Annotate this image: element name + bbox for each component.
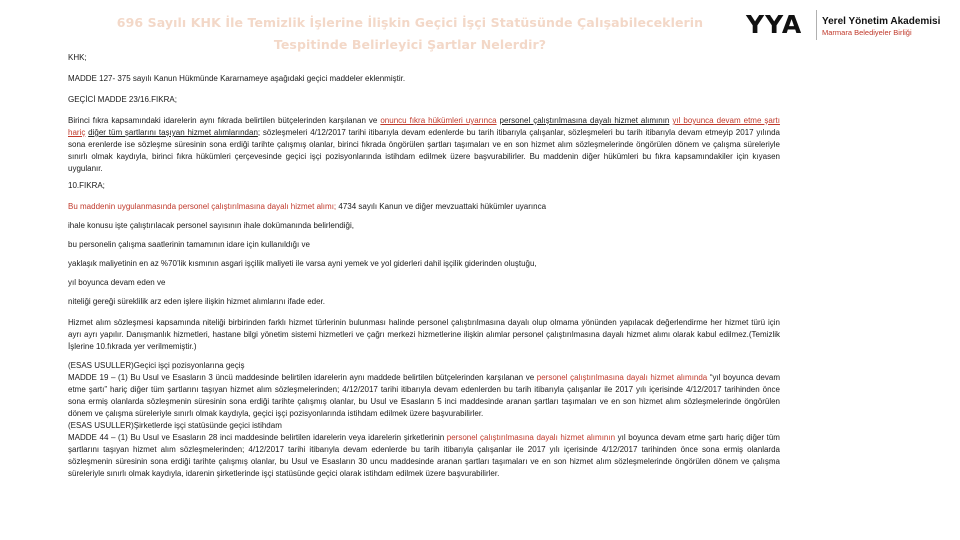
text-run: 4734 sayılı Kanun ve diğer mevzuattaki hükümler uyarınca xyxy=(336,202,547,211)
highlight-yil-boyunca: yıl boyunca devam etme şartı hariç xyxy=(68,116,780,137)
madde-127: MADDE 127- 375 sayılı Kanun Hükmünde Kararnameye aşağıdaki geçici maddeler eklenmiştir. xyxy=(68,74,406,83)
text-run: MADDE 19 – (1) Bu Usul ve Esasların 3 üncü maddesinde belirtilen idarelerin aynı maddede belirtilen bütçelerinden karşılanan ve xyxy=(68,373,537,382)
text-run: “yıl boyunca devam etme şartı” hariç diğer tüm şartlarını taşıyan hizmet alım sözleşmelerinden; 4/12/2017 tarihi itibarıyla devam edenlerden bu tarih itibarıyla çalışanlar ile 2017 yılı içerisinde 4/12/2017 tarihinden önce sona ermiş olanlarda sözleşmenin süresinin sona erdiği tarihte çalışmış olanlar, bu Usul ve Esasların 5 inci maddesinde aranan şartları taşımaları ve en son hizmet alım sözleşmelerinde öngörülen dönem ve çalışma süreleriyle sınırlı olmak kaydıyla, geçici işçi pozisyonlarında istihdam edilmek üzere başvurabilirler. xyxy=(68,373,780,418)
text-run: MADDE 44 – (1) Bu Usul ve Esasların 28 inci maddesinde belirtilen idarelerin veya idarelerin şirketlerinin xyxy=(68,433,447,442)
document-body xyxy=(68,52,780,480)
esas-usuller-heading-2: (ESAS USULLER)Şirketlerde işçi statüsünde geçici istihdam xyxy=(68,421,282,430)
logo-organization: Yerel Yönetim Akademisi xyxy=(822,16,941,27)
condition-item: yaklaşık maliyetinin en az %70’lik kısmının asgari işçilik maliyeti ile varsa ayni yemek ve yol giderleri dahil işçilik giderinden oluştuğu, xyxy=(68,259,537,268)
condition-item: yıl boyunca devam eden ve xyxy=(68,278,166,287)
madde-44-paragraph xyxy=(68,432,780,480)
khk-label: KHK; xyxy=(68,53,87,62)
text-run: Birinci fıkra kapsamındaki idarelerin aynı fıkrada belirtilen bütçelerinden karşılanan ve xyxy=(68,116,381,125)
fikra-10-heading: 10.FIKRA; xyxy=(68,181,105,190)
yya-logo xyxy=(746,8,956,44)
hizmet-alim-paragraph: Hizmet alım sözleşmesi kapsamında niteliği birbirinden farklı hizmet türlerinin bulunması halinde personel çalıştırılmasına dayalı olup olmama yönünden yapılacak değerlendirme her hizmet türü için ayrı ayrı yapılır. Danışmanlık hizmetleri, hastane bilgi yönetim sistemi hizmetleri ve çağrı merkezi hizmetlerine ilişkin alımlar personel çalıştırılmasına dayalı hizmet alımı olarak kabul edilmez.(Temizlik İşlerine 10.fıkrada yer verilmemiştir.) xyxy=(68,318,780,351)
condition-item: ihale konusu işte çalıştırılacak personel sayısının ihale dokümanında belirlendiği, xyxy=(68,221,354,230)
underlined-phrase: personel çalıştırılmasına dayalı hizmet alımının xyxy=(499,116,670,125)
logo-subtitle: Marmara Belediyeler Birliği xyxy=(822,28,912,37)
page-title: 696 Sayılı KHK İle Temizlik İşlerine İlişkin Geçici İşçi Statüsünde Çalışabileceklerin Tespitinde Belirleyici Şartlar Nelerdir? xyxy=(116,15,704,52)
gecici-madde-heading: GEÇİCİ MADDE 23/16.FIKRA; xyxy=(68,95,177,104)
esas-usuller-heading-1: (ESAS USULLER)Geçici işçi pozisyonlarına geçiş xyxy=(68,361,245,370)
logo-mark: YYA xyxy=(746,10,803,39)
gecici-madde-paragraph xyxy=(68,115,780,175)
highlight-personel: personel çalıştırılmasına dayalı hizmet alımında xyxy=(536,373,708,382)
text-run: ; sözleşmeleri 4/12/2017 tarihi itibarıyla devam edenlerde bu tarih itibarıyla çalışanlar, sözleşmeleri bu tarih itibarıyla devam etmeyip 2017 yılında sona erenlerde ise sözleşme süresinin sona erdiği tarihte çalışmış olanlar, birinci fıkrada öngörülen şartları taşımaları ve en son hizmet alım sözleşmelerinde öngörülen dönem ve çalışma süreleriyle sınırlı olmak kaydıyla, birinci fıkra hükümleri çerçevesinde geçici işçi pozisyonlarında istihdam edilmek üzere başvurabilirler. Bu maddenin diğer hükümleri bu fıkra kapsamındakiler için kıyasen uygulanır. xyxy=(68,128,780,173)
highlight-personel: personel çalıştırılmasına dayalı hizmet alımının xyxy=(446,433,616,442)
text-run: yıl boyunca devam etme şartı hariç diğer tüm şartlarını taşıyan hizmet alım sözleşmelerinden; 4/12/2017 tarihi itibarıyla devam edenlerde bu tarih itibarıyla çalışanlar ile 2017 yılı içerisinde 4/12/2017 tarihinden önce sona ermiş olanlarda sözleşmenin süresinin sona erdiği tarihte çalışmış olanlar, bu Usul ve Esasların 30 uncu maddesinde aranan şartları taşımaları ve en son hizmet alım sözleşmelerinde öngörülen dönem ve çalışma süreleriyle sınırlı olmak kaydıyla, idarenin şirketlerinde işçi statüsünde geçici olarak istihdam edilmek üzere başvurabilirler. xyxy=(68,433,780,478)
condition-item: niteliği gereği süreklilik arz eden işlere ilişkin hizmet alımlarını ifade eder. xyxy=(68,297,326,306)
highlight-definition: Bu maddenin uygulanmasında personel çalıştırılmasına dayalı hizmet alımı; xyxy=(68,202,337,211)
underlined-phrase: diğer tüm şartlarını taşıyan hizmet alımlarından xyxy=(88,128,258,137)
madde-19-paragraph xyxy=(68,372,780,420)
fikra-10-intro xyxy=(68,201,780,213)
highlight-onuncu-fikra: onuncu fıkra hükümleri uyarınca xyxy=(380,116,497,125)
logo-divider xyxy=(816,10,817,40)
condition-item: bu personelin çalışma saatlerinin tamamının idare için kullanıldığı ve xyxy=(68,240,310,249)
